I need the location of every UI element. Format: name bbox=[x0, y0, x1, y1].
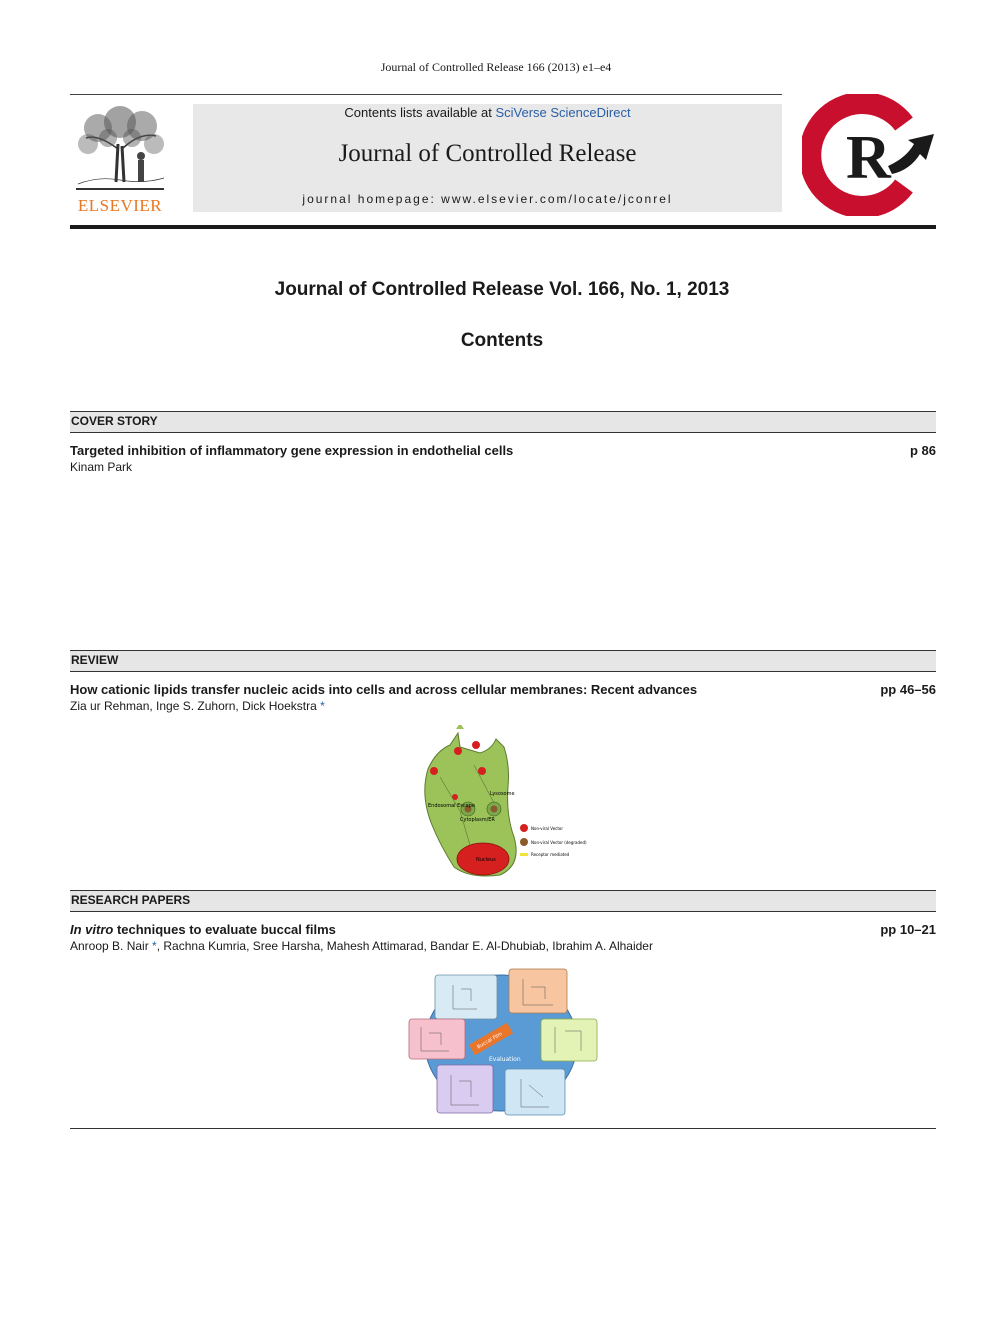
article-pages-research: pp 10–21 bbox=[880, 922, 936, 937]
cr-journal-logo bbox=[802, 94, 938, 216]
banner-journal-name: Journal of Controlled Release bbox=[338, 140, 637, 167]
section-bar-research-papers bbox=[70, 890, 936, 912]
article-authors-research bbox=[70, 939, 830, 953]
graphical-abstract-research bbox=[405, 965, 605, 1120]
corresponding-author-mark[interactable]: * bbox=[320, 699, 325, 713]
title-rest-part: techniques to evaluate buccal films bbox=[113, 922, 336, 937]
section-label: COVER STORY bbox=[71, 414, 158, 428]
fig-label-evaluation: Evaluation bbox=[489, 1056, 521, 1063]
article-authors-cover: Kinam Park bbox=[70, 460, 133, 474]
contents-available-line bbox=[193, 105, 782, 120]
sciencedirect-link[interactable]: SciVerse ScienceDirect bbox=[495, 105, 631, 120]
authors-text-first: Anroop B. Nair bbox=[70, 939, 149, 953]
issue-volume-title: Journal of Controlled Release Vol. 166, No. 1, 2013 bbox=[274, 279, 730, 300]
fig-legend-degraded: Non-viral Vector (degraded) bbox=[531, 840, 587, 845]
svg-text:R: R bbox=[846, 124, 891, 192]
corresponding-author-mark[interactable]: * bbox=[152, 939, 157, 953]
article-title-review[interactable]: How cationic lipids transfer nucleic acids into cells and across cellular membranes: Recent advances bbox=[70, 682, 698, 697]
fig-label-nucleus: Nucleus bbox=[476, 857, 496, 863]
section-bar-cover-story bbox=[70, 411, 936, 433]
journal-citation: Journal of Controlled Release 166 (2013) e1–e4 bbox=[380, 60, 612, 74]
article-title-cover[interactable]: Targeted inhibition of inflammatory gene expression in endothelial cells bbox=[70, 443, 514, 458]
fig-label-endosomal: Endosomal Escape bbox=[428, 803, 475, 809]
title-italic-part: In vitro bbox=[70, 922, 114, 937]
article-pages-review: pp 46–56 bbox=[880, 682, 936, 697]
contents-heading: Contents bbox=[460, 330, 544, 351]
elsevier-wordmark: ELSEVIER bbox=[77, 196, 163, 215]
journal-homepage[interactable]: journal homepage: www.elsevier.com/locate/jconrel bbox=[302, 192, 673, 206]
authors-text-rest: , Rachna Kumria, Sree Harsha, Mahesh Attimarad, Bandar E. Al-Dhubiab, Ibrahim A. Alhaider bbox=[156, 939, 653, 953]
article-authors-review bbox=[70, 699, 830, 713]
section-label: REVIEW bbox=[71, 653, 119, 667]
header-top-rule bbox=[70, 94, 782, 95]
fig-label-buccal-film: Buccal Film bbox=[476, 1031, 504, 1051]
section-label: RESEARCH PAPERS bbox=[71, 893, 191, 907]
contents-available-text: Contents lists available at bbox=[344, 105, 496, 120]
fig-legend-vector: Non-viral Vector bbox=[531, 826, 564, 831]
fig-legend-receptor: Receptor mediated bbox=[531, 852, 570, 857]
authors-text: Zia ur Rehman, Inge S. Zuhorn, Dick Hoekstra bbox=[70, 699, 317, 713]
fig-label-cytoplasm: Cytoplasm/ER bbox=[460, 817, 495, 823]
fig-label-lysosome: Lysosome bbox=[490, 791, 515, 797]
article-title-research[interactable] bbox=[70, 922, 830, 937]
article-pages-cover: p 86 bbox=[909, 443, 936, 458]
graphical-abstract-review bbox=[410, 725, 590, 880]
header-thick-rule bbox=[70, 225, 936, 229]
bottom-rule bbox=[70, 1128, 936, 1129]
section-bar-review bbox=[70, 650, 936, 672]
